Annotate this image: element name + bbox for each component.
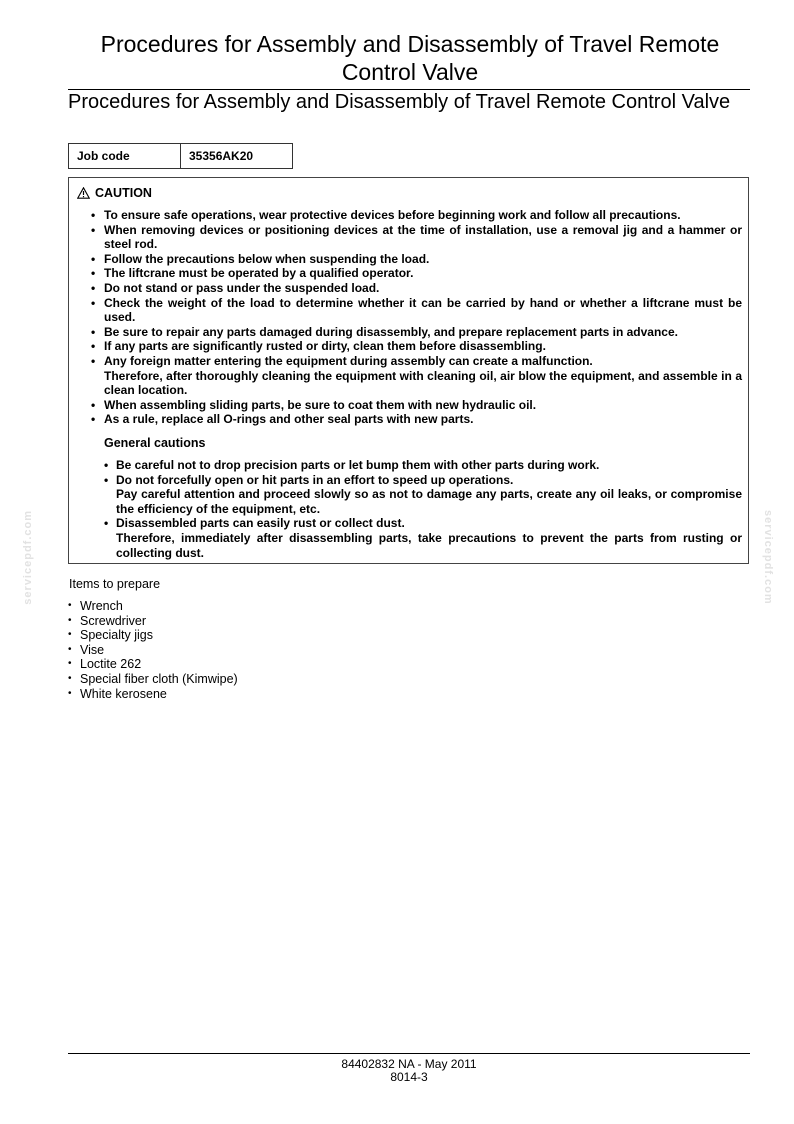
general-caution-continuation: Pay careful attention and proceed slowly so as not to damage any parts, create any oil leaks, or compromise the efficiency of the equipment, etc.: [116, 487, 742, 516]
caution-item: • As a rule, replace all O-rings and other seal parts with new parts.: [91, 412, 742, 427]
page-footer: [68, 1058, 750, 1084]
general-caution-item: • Do not forcefully open or hit parts in an effort to speed up operations.: [104, 473, 742, 488]
list-item: • White kerosene: [68, 687, 238, 702]
watermark-left: servicepdf.com: [22, 510, 34, 605]
footer-doc-number: 84402832 NA - May 2011: [341, 1057, 477, 1071]
caution-heading-text: CAUTION: [95, 186, 152, 200]
caution-heading: [77, 186, 152, 200]
general-cautions-heading: General cautions: [104, 436, 206, 450]
watermark-right: servicepdf.com: [762, 510, 774, 605]
general-caution-item: • Be careful not to drop precision parts or let bump them with other parts during work.: [104, 458, 742, 473]
caution-list: [91, 208, 742, 427]
list-item: • Special fiber cloth (Kimwipe): [68, 672, 238, 687]
items-to-prepare-heading: Items to prepare: [69, 577, 161, 591]
general-caution-item: • Disassembled parts can easily rust or collect dust.: [104, 516, 742, 531]
caution-item: • Be sure to repair any parts damaged during disassembly, and prepare replacement parts in advance.: [91, 325, 742, 340]
caution-item: • When assembling sliding parts, be sure to coat them with new hydraulic oil.: [91, 398, 742, 413]
job-code-value: 35356AK20: [181, 144, 293, 169]
general-cautions-list: [104, 458, 742, 560]
caution-box: [68, 177, 749, 564]
footer-page-number: 8014-3: [390, 1070, 428, 1084]
caution-item: • To ensure safe operations, wear protective devices before beginning work and follow all precautions.: [91, 208, 742, 223]
list-item: • Wrench: [68, 599, 238, 614]
caution-item: • If any parts are significantly rusted or dirty, clean them before disassembling.: [91, 339, 742, 354]
caution-item: • Check the weight of the load to determine whether it can be carried by hand or whether a liftcrane must be used.: [91, 296, 742, 325]
list-item: • Loctite 262: [68, 657, 238, 672]
list-item: • Vise: [68, 643, 238, 658]
caution-item: • Any foreign matter entering the equipment during assembly can create a malfunction.: [91, 354, 742, 369]
job-code-table: [68, 143, 293, 169]
caution-item: • The liftcrane must be operated by a qualified operator.: [91, 266, 742, 281]
section-title: Procedures for Assembly and Disassembly of Travel Remote Control Valve: [68, 91, 731, 113]
caution-item: • When removing devices or positioning devices at the time of installation, use a removal jig and a hammer or steel rod.: [91, 223, 742, 252]
caution-item: • Follow the precautions below when suspending the load.: [91, 252, 742, 267]
general-caution-continuation: Therefore, immediately after disassembling parts, take precautions to prevent the parts from rusting or collecting dust.: [116, 530, 742, 560]
page-header-title: Procedures for Assembly and Disassembly of Travel Remote Control Valve: [100, 31, 720, 85]
caution-item: • Do not stand or pass under the suspended load.: [91, 281, 742, 296]
warning-triangle-icon: [77, 187, 90, 199]
items-to-prepare-list: [68, 599, 238, 701]
footer-rule: [68, 1053, 750, 1054]
job-code-label: Job code: [69, 144, 181, 169]
list-item: • Specialty jigs: [68, 628, 238, 643]
list-item: • Screwdriver: [68, 614, 238, 629]
caution-item-continuation: Therefore, after thoroughly cleaning the equipment with cleaning oil, air blow the equipment, and assemble in a clean location.: [104, 368, 742, 398]
